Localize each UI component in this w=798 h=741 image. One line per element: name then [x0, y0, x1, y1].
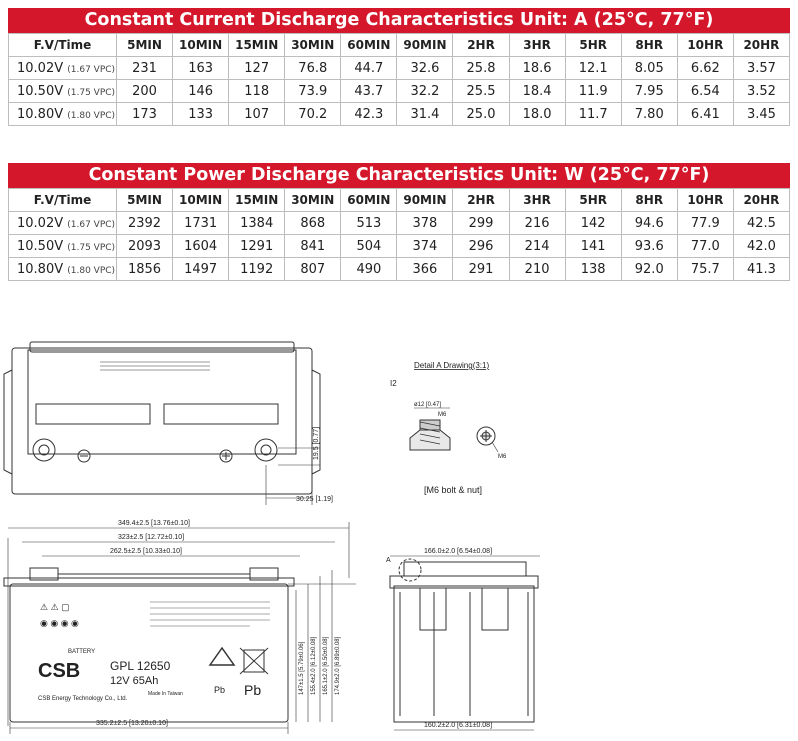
table-row [9, 235, 790, 258]
table-cell: 296 [453, 235, 509, 258]
table-cell: 1604 [173, 235, 229, 258]
power-table-title: Constant Power Discharge Characteristics Unit: W (25°C, 77°F) [8, 163, 790, 188]
time-header-cell: 3HR [509, 189, 565, 212]
table-cell: 18.4 [509, 80, 565, 103]
battery-case-side [394, 586, 534, 722]
time-header-cell: 8HR [621, 189, 677, 212]
table-row [9, 212, 790, 235]
time-header-cell: 5MIN [117, 189, 173, 212]
final-voltage-cell [9, 235, 117, 258]
time-header-cell: 60MIN [341, 189, 397, 212]
vpc-value: (1.80 VPC) [67, 265, 116, 276]
side-top-width-dim: 166.0±2.0 [6.54±0.08] [424, 548, 493, 555]
time-header-cell: 10MIN [173, 34, 229, 57]
table-cell: 138 [565, 258, 621, 281]
front-view [4, 520, 356, 734]
time-header-cell: 30MIN [285, 34, 341, 57]
table-cell: 513 [341, 212, 397, 235]
safety-symbols-icon: ◉ ◉ ◉ ◉ [40, 618, 79, 628]
table-cell: 18.6 [509, 57, 565, 80]
table-cell: 94.6 [621, 212, 677, 235]
table-cell: 141 [565, 235, 621, 258]
table-cell: 3.52 [733, 80, 789, 103]
time-header-cell: 2HR [453, 34, 509, 57]
time-header-cell: 8HR [621, 34, 677, 57]
table-cell: 807 [285, 258, 341, 281]
table-cell: 378 [397, 212, 453, 235]
table-row [9, 80, 790, 103]
table-cell: 210 [509, 258, 565, 281]
table-cell: 31.4 [397, 103, 453, 126]
table-cell: 11.9 [565, 80, 621, 103]
front-bottom-width-dim: 335.2±2.5 [13.20±0.10] [96, 720, 168, 727]
company-name: CSB Energy Technology Co., Ltd. [38, 696, 128, 702]
time-header-cell: 3HR [509, 34, 565, 57]
model-number: GPL 12650 [110, 659, 171, 673]
current-table-header-row [9, 34, 790, 57]
battery-technical-drawing [0, 330, 798, 741]
side-view [386, 548, 540, 730]
table-cell: 163 [173, 57, 229, 80]
positive-terminal-icon [255, 439, 277, 461]
bolt-nut-caption: [M6 bolt & nut] [424, 485, 483, 495]
table-cell: 3.57 [733, 57, 789, 80]
negative-terminal-icon [33, 439, 55, 461]
time-header-cell: 10MIN [173, 189, 229, 212]
table-cell: 1497 [173, 258, 229, 281]
table-cell: 8.05 [621, 57, 677, 80]
final-voltage-cell [9, 212, 117, 235]
power-table-body [9, 212, 790, 281]
table-cell: 1192 [229, 258, 285, 281]
table-cell: 173 [117, 103, 173, 126]
table-cell: 504 [341, 235, 397, 258]
final-voltage-cell [9, 103, 117, 126]
table-cell: 231 [117, 57, 173, 80]
warning-symbols-icon: ⚠ ⚠ ▢ [40, 602, 70, 612]
time-header-cell: 20HR [733, 189, 789, 212]
table-cell: 76.8 [285, 57, 341, 80]
table-cell: 841 [285, 235, 341, 258]
table-cell: 25.8 [453, 57, 509, 80]
vpc-value: (1.80 VPC) [67, 110, 116, 121]
final-voltage-cell [9, 80, 117, 103]
table-cell: 142 [565, 212, 621, 235]
recycle-icon [210, 648, 234, 665]
table-row [9, 258, 790, 281]
pb-large-text: Pb [244, 682, 262, 698]
time-header-cell: 5HR [565, 189, 621, 212]
table-cell: 7.80 [621, 103, 677, 126]
time-header-cell: 90MIN [397, 34, 453, 57]
vpc-value: (1.67 VPC) [67, 219, 116, 230]
table-cell: 366 [397, 258, 453, 281]
final-voltage-value: 10.80V [17, 106, 64, 122]
current-table-body [9, 57, 790, 126]
table-cell: 18.0 [509, 103, 565, 126]
table-cell: 73.9 [285, 80, 341, 103]
made-in-text: Made In Taiwan [148, 691, 183, 697]
table-cell: 133 [173, 103, 229, 126]
current-table-title: Constant Current Discharge Characteristics Unit: A (25°C, 77°F) [8, 8, 790, 33]
table-cell: 214 [509, 235, 565, 258]
csb-logo: CSB [38, 660, 81, 682]
table-cell: 1856 [117, 258, 173, 281]
detail-marker-letter: A [386, 557, 391, 564]
table-cell: 11.7 [565, 103, 621, 126]
table-cell: 216 [509, 212, 565, 235]
height-dim-1: 147±1.5 [5.79±0.06] [299, 641, 305, 695]
table-cell: 1291 [229, 235, 285, 258]
height-dim-2: 155.4±2.0 [6.12±0.08] [311, 636, 317, 695]
height-dim-4: 174.9±2.0 [6.89±0.08] [335, 636, 341, 695]
time-header-cell: 5HR [565, 34, 621, 57]
table-cell: 1731 [173, 212, 229, 235]
table-cell: 490 [341, 258, 397, 281]
table-row [9, 103, 790, 126]
table-cell: 291 [453, 258, 509, 281]
table-cell: 127 [229, 57, 285, 80]
time-header-cell: 2HR [453, 189, 509, 212]
time-header-cell: 30MIN [285, 189, 341, 212]
table-cell: 374 [397, 235, 453, 258]
time-header-cell: 15MIN [229, 34, 285, 57]
table-cell: 32.2 [397, 80, 453, 103]
side-bottom-width-dim: 160.2±2.0 [6.31±0.08] [424, 722, 493, 729]
time-header-cell: 10HR [677, 34, 733, 57]
table-cell: 25.5 [453, 80, 509, 103]
bolt-diameter-dim: ø12 [0.47] [414, 402, 442, 408]
table-cell: 44.7 [341, 57, 397, 80]
table-cell: 299 [453, 212, 509, 235]
table-cell: 77.9 [677, 212, 733, 235]
m6-label-side: M6 [438, 412, 447, 418]
time-header-cell: 10HR [677, 189, 733, 212]
table-row [9, 57, 790, 80]
table-cell: 92.0 [621, 258, 677, 281]
final-voltage-value: 10.50V [17, 238, 64, 254]
table-cell: 200 [117, 80, 173, 103]
table-cell: 1384 [229, 212, 285, 235]
power-table-header-row [9, 189, 790, 212]
table-cell: 146 [173, 80, 229, 103]
table-cell: 6.62 [677, 57, 733, 80]
table-cell: 43.7 [341, 80, 397, 103]
table-cell: 3.45 [733, 103, 789, 126]
final-voltage-cell [9, 258, 117, 281]
vpc-value: (1.67 VPC) [67, 64, 116, 75]
table-cell: 41.3 [733, 258, 789, 281]
table-cell: 32.6 [397, 57, 453, 80]
height-dim-3: 165.1±2.0 [6.50±0.08] [323, 636, 329, 695]
front-width-dim-2: 323±2.5 [12.72±0.10] [118, 534, 185, 541]
table-cell: 25.0 [453, 103, 509, 126]
final-voltage-value: 10.02V [17, 215, 64, 231]
table-cell: 118 [229, 80, 285, 103]
front-width-dim-3: 262.5±2.5 [10.33±0.10] [110, 548, 182, 555]
final-voltage-value: 10.50V [17, 83, 64, 99]
table-cell: 42.0 [733, 235, 789, 258]
table-cell: 7.95 [621, 80, 677, 103]
table-cell: 6.41 [677, 103, 733, 126]
m6-label-top: M6 [498, 454, 507, 460]
power-discharge-table [8, 163, 790, 281]
time-header-cell: 15MIN [229, 189, 285, 212]
top-view-height-dim: 19.5 [0.77] [313, 426, 320, 460]
time-header-cell: 20HR [733, 34, 789, 57]
vpc-value: (1.75 VPC) [67, 87, 116, 98]
table-cell: 70.2 [285, 103, 341, 126]
detail-scale-mark: I2 [390, 379, 397, 388]
time-header-cell: 90MIN [397, 189, 453, 212]
final-voltage-value: 10.80V [17, 261, 64, 277]
table-cell: 2093 [117, 235, 173, 258]
top-view-offset-dim: 30.25 [1.19] [296, 496, 333, 503]
top-view [4, 342, 333, 505]
table-cell: 107 [229, 103, 285, 126]
current-discharge-table [8, 8, 790, 126]
table-cell: 42.5 [733, 212, 789, 235]
fv-time-header: F.V/Time [9, 189, 117, 212]
front-overall-width-dim: 349.4±2.5 [13.76±0.10] [118, 520, 190, 527]
table-cell: 77.0 [677, 235, 733, 258]
table-cell: 868 [285, 212, 341, 235]
table-cell: 93.6 [621, 235, 677, 258]
brand-battery-text: BATTERY [68, 649, 96, 655]
time-header-cell: 60MIN [341, 34, 397, 57]
time-header-cell: 5MIN [117, 34, 173, 57]
pb-small-text: Pb [214, 685, 226, 695]
fv-time-header: F.V/Time [9, 34, 117, 57]
battery-rating: 12V 65Ah [110, 675, 159, 687]
final-voltage-cell [9, 57, 117, 80]
table-cell: 42.3 [341, 103, 397, 126]
table-cell: 12.1 [565, 57, 621, 80]
detail-a [390, 361, 507, 495]
table-cell: 6.54 [677, 80, 733, 103]
final-voltage-value: 10.02V [17, 60, 64, 76]
detail-title: Detail A Drawing(3:1) [414, 361, 490, 370]
table-cell: 2392 [117, 212, 173, 235]
vpc-value: (1.75 VPC) [67, 242, 116, 253]
table-cell: 75.7 [677, 258, 733, 281]
